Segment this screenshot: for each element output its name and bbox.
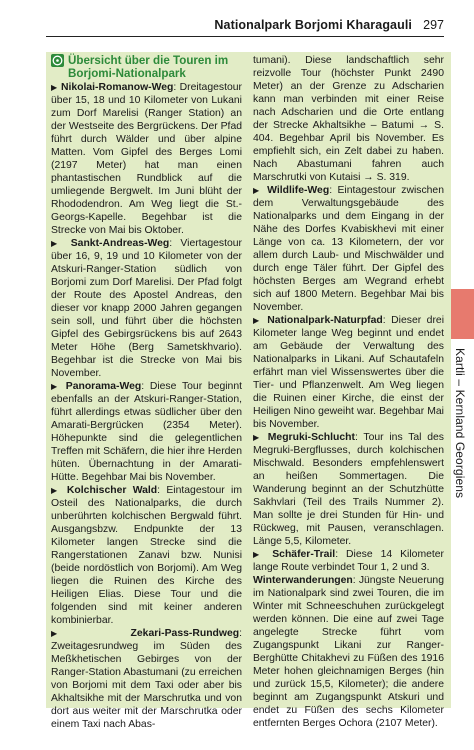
chapter-thumb-tab bbox=[447, 289, 474, 339]
tour-name: Nationalpark-Naturpfad bbox=[267, 315, 383, 326]
tour-name: Nikolai-Romanow-Weg bbox=[60, 82, 174, 93]
tour-entry bbox=[51, 380, 242, 484]
winter-description: : Jüngste Neuerung im Nationalpark sind zwei Touren, die im Winter mit Schneeschuhen zurückgelegt werden können. Die eine auf zwei Tage angelegte Strecke führt vom Zugangspunkt Likani zur Ranger-Berghütte Chitakhevi zu Füßen des 1916 Meter hohen gleichnamigen Berges (hin und zurück 15,5, Kilometer); die andere beginnt am Zugangspunkt Atskuri und endet zu Füßen des sechs Kilometer entfernten Berges Ochora (2107 Meter). bbox=[253, 575, 444, 729]
winter-entry bbox=[253, 574, 444, 730]
tour-name: Zekari-Pass-Rundweg bbox=[130, 628, 240, 639]
triangle-bullet-icon: ▶ bbox=[51, 239, 63, 248]
info-box-right-column bbox=[253, 52, 445, 729]
tour-description: : Dieser drei Kilometer lange Weg beginnt und endet am Gebäude der Verwaltung des Nationalparks in Likani. Auf Schautafeln erfährt man viel Wissenswertes über die Tier- und Pflanzenwelt. Am Weg liegen die Ruinen einer Kirche, die einst der Heiligen Nino geweiht war. Begehbar Mai bis November. bbox=[253, 315, 445, 430]
tour-description: : Zweitagesrundweg im Süden des Meßkhetischen Gebirges von der Ranger-Station Abastumani (zu erreichen von Borjomi mit dem Taxi oder aber bis Akhaltsikhe mit der Marschrutka und von dort aus weiter mit der Marschrutka oder einem Taxi nach Abas- bbox=[51, 628, 242, 730]
triangle-bullet-icon: ▶ bbox=[253, 550, 265, 559]
tour-description: : Eintagestour zwischen dem Verwaltungsgebäude des Nationalparks und dem Eingang in der Nähe des Dorfes Kvabiskhevi mit einer Länge von ca. 13 Kilometern, der vor allem durch Laub- und Mischwälder und durch enge Täler führt. Der Gipfel des höchsten Berges am Wegrand erhebt sich auf 1800 Metern. Begehbar Mai bis November. bbox=[253, 185, 444, 313]
chapter-side-label: Kartli – Kernland Georgiens bbox=[453, 348, 467, 499]
triangle-bullet-icon: ▶ bbox=[51, 382, 61, 391]
tour-entry bbox=[253, 314, 444, 431]
tour-entry bbox=[51, 237, 242, 380]
triangle-bullet-icon: ▶ bbox=[253, 186, 262, 195]
triangle-bullet-icon: ▶ bbox=[253, 316, 262, 325]
winter-heading: Winterwanderungen bbox=[253, 575, 353, 586]
info-box-title: Übersicht über die Touren im Borjomi-Nationalpark bbox=[51, 54, 242, 80]
info-box-left-column bbox=[51, 52, 243, 730]
tour-name: Panorama-Weg bbox=[65, 381, 142, 392]
tour-entry bbox=[253, 431, 444, 548]
tour-description: : Diese Tour beginnt ebenfalls an der Atskuri-Ranger-Station, führt allerdings etwas südlicher über den Amarati-Bergrücken (2354 Meter). Höhepunkte sind die gelegentlichen Treffen mit Schäfern, die hier ihre Herden hüten. Übernachtung in der Amarati-Hütte. Begehbar Mai bis November. bbox=[51, 381, 243, 483]
tour-description: : Tour ins Tal des Megruki-Bergflusses, durch kolchischen Mischwald. Besonders empfehlenswert an heißen Sommertagen. Die Wanderung beginnt an der Schutzhütte Sakhvlari (Teil des Trails Nummer 2). Man sollte je drei Stunden für Hin- und Rückweg, mit Pausen, veranschlagen. Länge 5,5, Kilometer. bbox=[253, 432, 444, 547]
triangle-bullet-icon: ▶ bbox=[51, 486, 61, 495]
triangle-bullet-icon: ▶ bbox=[51, 83, 58, 92]
info-circle-icon bbox=[51, 54, 64, 67]
tour-entry-continued bbox=[253, 54, 444, 184]
tour-description: : Dreitagestour über 15, 18 und 10 Kilometer von Lukani zum Dorf Marelisi (Ranger Station) an der Westseite des Bergrückens. Der Pfad führt durch Wälder und über alpine Matten. Vom Gipfel des Berges Lomi (2197 Meter) hat man einen phantastischen Rundblick auf die umliegende Bergwelt. Im Juni blüht der Rhododendron. Am Weg liegt die St.-Georgs-Kapelle. Begehbar ist die Strecke von Mai bis Oktober. bbox=[51, 82, 242, 236]
tour-description-continued: tumani). Diese landschaftlich sehr reizvolle Tour (höchster Punkt 2490 Meter) an der Grenze zu Adscharien kann man verbinden mit einer Reise nach Adscharien und die Orte entlang der Strecke Akhaltsikhe – Batumi → S. 404. Begehbar April bis November. Es empfiehlt sich, ein Zelt dabei zu haben. Nach Abastumani fahren auch Marschrutki von Kutaisi → S. 319. bbox=[253, 55, 444, 183]
tour-entry-split bbox=[51, 627, 242, 731]
triangle-bullet-icon: ▶ bbox=[51, 629, 93, 638]
triangle-bullet-icon: ▶ bbox=[253, 433, 263, 442]
tour-entry bbox=[253, 184, 444, 314]
page-number: 297 bbox=[423, 18, 444, 32]
header-rule bbox=[46, 36, 444, 37]
tour-name: Schäfer-Trail bbox=[272, 549, 336, 560]
info-box bbox=[46, 52, 451, 730]
tour-entry bbox=[51, 81, 242, 237]
tour-entry bbox=[253, 548, 444, 574]
tour-name: Wildlife-Weg bbox=[267, 185, 330, 196]
tour-name: Sankt-Andreas-Weg bbox=[70, 238, 170, 249]
tour-description: : Diese 14 Kilometer lange Route verbindet Tour 1, 2 und 3. bbox=[253, 549, 445, 573]
tour-description: : Viertagestour über 16, 9, 19 und 10 Kilometer von der Atskuri-Ranger-Station südlich von Borjomi zum Dorf Marelisi. Der Pfad folgt der Route des Apostel Andreas, den dieser vor knapp 2000 Jahren gegangen sein soll, und führt über die höchsten Gipfel des Gebirgsrückens bis auf 2643 Meter Höhe (Berg Sametskhvario). Begehbar ist die Strecke von Mai bis November. bbox=[51, 238, 243, 379]
tour-entry bbox=[51, 484, 242, 627]
tour-description: : Eintagestour im Osteil des Nationalparks, die durch unberührten kolchischen Bergwald führt. Ausgangsbzw. Endpunkte der 13 Kilometer langen Strecke sind die Rangerstationen Zanavi bzw. Nunisi (beide nordöstlich von Borjomi). Am Weg liegen die Ruinen des Kirche des Heiligen Elias. Diese Tour und die folgenden sind mit keiner anderen kombinierbar. bbox=[51, 485, 242, 626]
tour-name: Megruki-Schlucht bbox=[267, 432, 355, 443]
tour-name: Kolchischer Wald bbox=[66, 485, 158, 496]
running-title: Nationalpark Borjomi Kharagauli bbox=[214, 18, 412, 32]
page-header bbox=[0, 0, 474, 36]
